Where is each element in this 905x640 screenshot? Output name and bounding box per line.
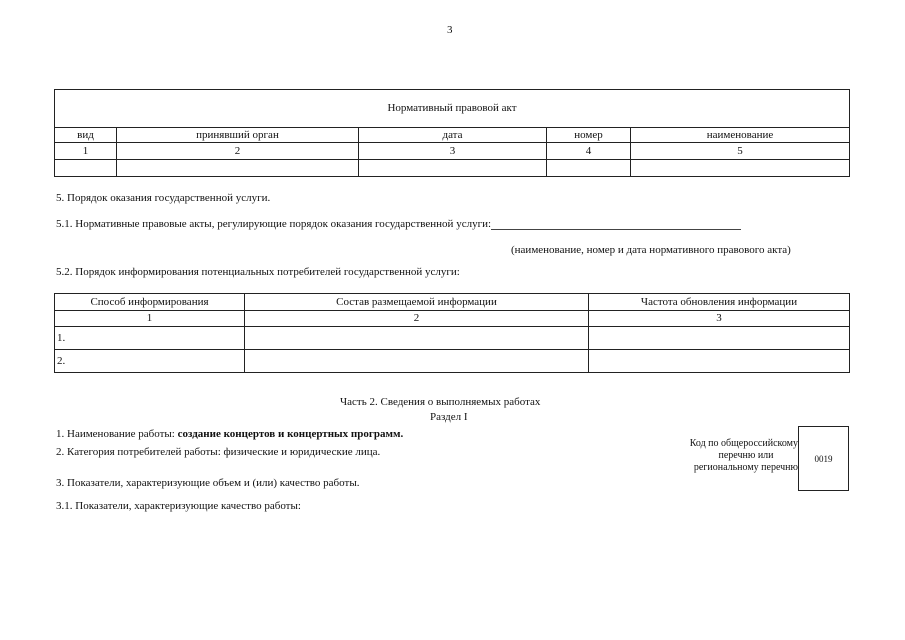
index-cell: 3 xyxy=(359,143,547,160)
empty-row xyxy=(55,160,850,177)
fill-line xyxy=(491,219,741,230)
index-row xyxy=(55,311,850,327)
work-name-label: 1. Наименование работы: xyxy=(56,428,178,440)
section51-line xyxy=(56,218,741,230)
table-row xyxy=(55,327,850,350)
indicators-item: 3. Показатели, характеризующие объем и (или) качество работы. xyxy=(56,477,360,489)
header-cell: Состав размещаемой информации xyxy=(245,294,589,311)
header-cell: номер xyxy=(547,128,631,143)
work-name-value: создание концертов и концертных программ. xyxy=(177,428,404,440)
table-cell xyxy=(245,327,589,350)
empty-cell xyxy=(117,160,359,177)
index-cell: 4 xyxy=(547,143,631,160)
header-cell: принявший орган xyxy=(117,128,359,143)
consumer-category: 2. Категория потребителей работы: физические и юридические лица. xyxy=(56,446,381,458)
normative-act-table xyxy=(54,89,850,177)
code-box xyxy=(798,426,849,491)
table-header-row xyxy=(55,294,850,311)
index-row xyxy=(55,143,850,160)
index-cell: 5 xyxy=(631,143,850,160)
table-row xyxy=(55,350,850,373)
index-cell: 2 xyxy=(117,143,359,160)
code-label xyxy=(670,438,798,474)
work-name-line xyxy=(56,428,403,440)
row-number-cell: 2. xyxy=(55,350,245,373)
table-cell xyxy=(589,327,850,350)
code-value: 0019 xyxy=(814,453,833,464)
index-cell: 1 xyxy=(55,311,245,327)
section-title: Раздел I xyxy=(430,411,468,423)
header-cell: наименование xyxy=(631,128,850,143)
section52-text: 5.2. Порядок информирования потенциальных потребителей государственной услуги: xyxy=(56,266,460,278)
empty-cell xyxy=(55,160,117,177)
code-label-line: Код по общероссийскому xyxy=(689,438,798,449)
empty-cell xyxy=(359,160,547,177)
page-number: 3 xyxy=(447,24,453,36)
section51-text: 5.1. Нормативные правовые акты, регулирующие порядок оказания государственной услуги: xyxy=(56,218,492,230)
header-cell: дата xyxy=(359,128,547,143)
code-label-line: перечню или xyxy=(718,450,774,461)
index-cell: 2 xyxy=(245,311,589,327)
part2-title: Часть 2. Сведения о выполняемых работах xyxy=(340,396,541,408)
table-cell xyxy=(589,350,850,373)
header-cell: Способ информирования xyxy=(55,294,245,311)
header-cell: вид xyxy=(55,128,117,143)
index-cell: 3 xyxy=(589,311,850,327)
section5-heading: 5. Порядок оказания государственной услуги. xyxy=(56,192,271,204)
empty-cell xyxy=(631,160,850,177)
section51-caption: (наименование, номер и дата нормативного правового акта) xyxy=(511,244,791,256)
quality-indicators-item: 3.1. Показатели, характеризующие качество работы: xyxy=(56,500,301,512)
index-cell: 1 xyxy=(55,143,117,160)
code-label-line: региональному перечню xyxy=(693,462,798,473)
table-cell xyxy=(245,350,589,373)
information-table xyxy=(54,293,850,373)
header-cell: Частота обновления информации xyxy=(589,294,850,311)
normative-act-title: Нормативный правовой акт xyxy=(55,90,850,128)
table-header-row xyxy=(55,128,850,143)
row-number-cell: 1. xyxy=(55,327,245,350)
empty-cell xyxy=(547,160,631,177)
